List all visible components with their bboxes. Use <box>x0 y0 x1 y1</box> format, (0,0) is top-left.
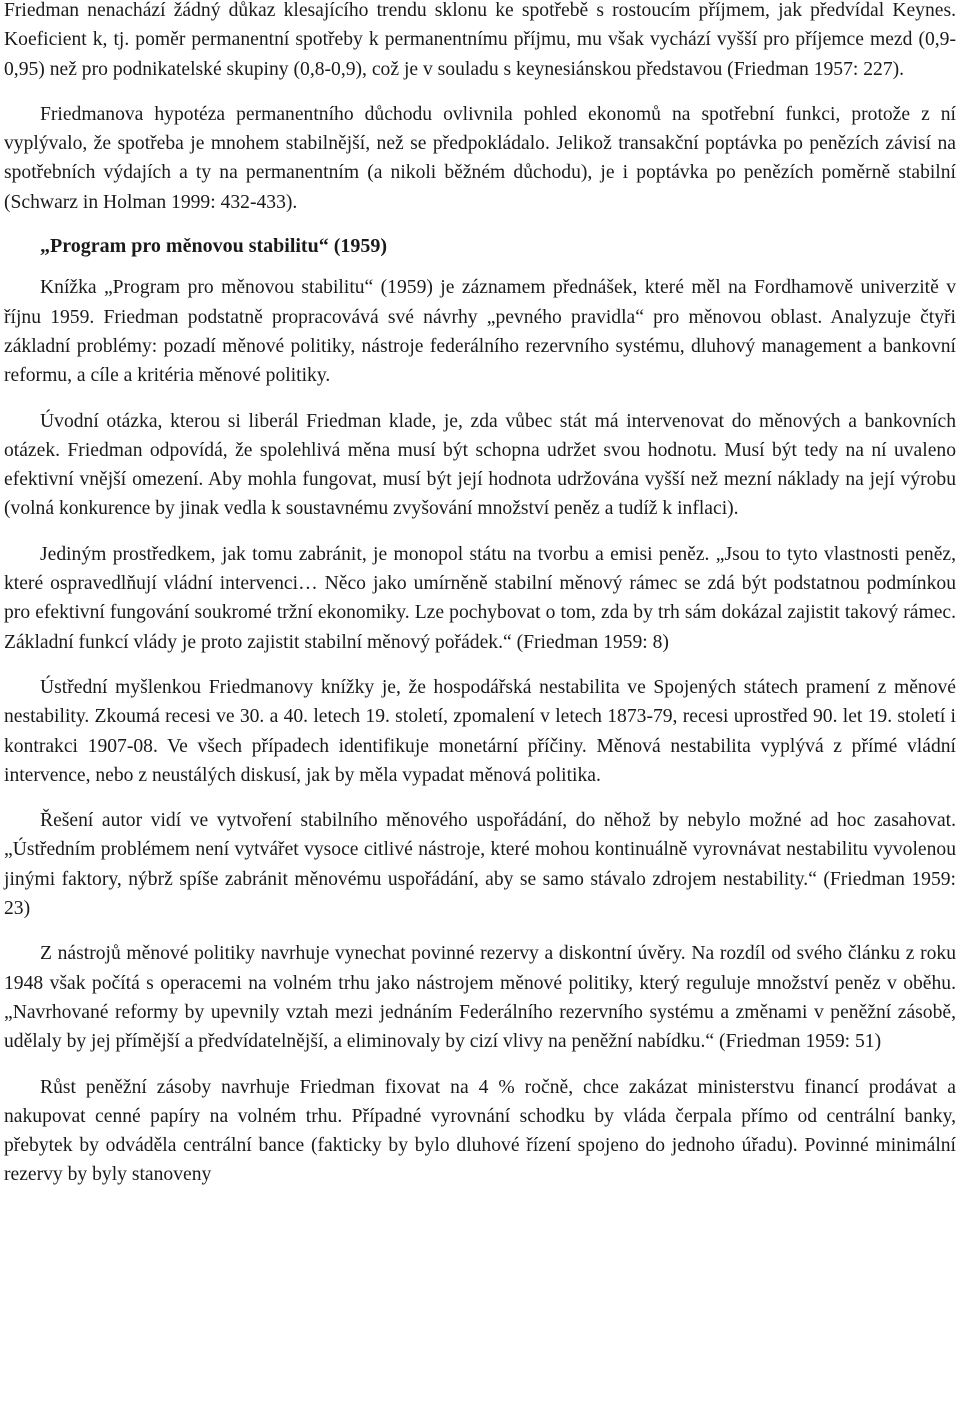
section-heading: „Program pro měnovou stabilitu“ (1959) <box>40 235 388 258</box>
paragraph-intervention-question: Úvodní otázka, kterou si liberál Friedman klade, je, zda vůbec stát má intervenovat do měnových a bankovních otázek. Friedman odpovídá, že spolehlivá měna musí být schopna udržet svou hodnotu. Musí být tedy na ní uvaleno efektivní vnější omezení. Aby mohla fungovat, musí být její hodnota udržována vyšší než mezní náklady na její výrobu (volná konkurence by jinak vedla k soustavnému zvyšování množství peněz a tudíž k inflaci). <box>4 410 956 520</box>
paragraph-central-idea: Ústřední myšlenkou Friedmanovy knížky je, že hospodářská nestabilita ve Spojených státech pramení z měnové nestability. Zkoumá recesi ve 30. a 40. letech 19. století, zpomalení v letech 1873-79, recesi uprostřed 90. let 19. století i kontrakci 1907-08. Ve všech případech identifikuje monetární příčiny. Měnová nestabilita vyplývá z přímé vládní intervence, nebo z neustálých diskusí, jak by měla vypadat měnová politika. <box>4 676 956 786</box>
paragraph-permanent-income-hypothesis: Friedmanova hypotéza permanentního důchodu ovlivnila pohled ekonomů na spotřební funkci, protože z ní vyplývalo, že spotřeba je mnohem stabilnější, než se předpokládalo. Jelikož transakční poptávka po penězích závisí na spotřebních výdajích a ty na permanentním (a nikoli běžném důchodu), je i poptávka po penězích poměrně stabilní (Schwarz in Holman 1999: 432-433). <box>4 103 956 213</box>
paragraph-book-intro: Knížka „Program pro měnovou stabilitu“ (1959) je záznamem přednášek, které měl na Fordhamově univerzitě v říjnu 1959. Friedman podstatně propracovává své návrhy „pevného pravidla“ pro měnovou oblast. Analyzuje čtyři základní problémy: pozadí měnové politiky, nástroje federálního rezervního systému, dluhový management a bankovní reformu, a cíle a kritéria měnové politiky. <box>4 277 956 387</box>
paragraph-policy-tools: Z nástrojů měnové politiky navrhuje vynechat povinné rezervy a diskontní úvěry. Na rozdíl od svého článku z roku 1948 však počítá s operacemi na volném trhu jako nástrojem měnové politiky, který reguluje množství peněz v oběhu. „Navrhované reformy by upevnily vztah mezi jednáním Federálního rezervního systému a změnami v peněžní zásobě, udělaly by jej přímější a předvídatelnější, a eliminovaly by cizí vlivy na peněžní nabídku.“ (Friedman 1959: 51) <box>4 943 956 1053</box>
document-page <box>4 0 956 1190</box>
paragraph-money-growth: Růst peněžní zásoby navrhuje Friedman fixovat na 4 % ročně, chce zakázat ministerstvu financí prodávat a nakupovat cenné papíry na volném trhu. Případné vyrovnání schodku by vláda čerpala přímo od centrální banky, přebytek by odváděla centrální bance (fakticky by bylo dluhové řízení spojeno do jednoho úřadu). Povinné minimální rezervy by byly stanoveny <box>4 1076 956 1186</box>
paragraph-solution: Řešení autor vidí ve vytvoření stabilního měnového uspořádání, do něhož by nebylo možné ad hoc zasahovat. „Ústředním problémem není vytvářet vysoce citlivé nástroje, které mohou kontinuálně vyrovnávat nestabilitu vyvolenou jinými faktory, nýbrž spíše zabránit měnovému uspořádání, aby se samo stávalo zdrojem nestability.“ (Friedman 1959: 23) <box>4 810 956 920</box>
paragraph-consumption-ratio: Friedman nenachází žádný důkaz klesajícího trendu sklonu ke spotřebě s rostoucím příjmem, jak předvídal Keynes. Koeficient k, tj. poměr permanentní spotřeby k permanentnímu příjmu, mu však vychází vyšší pro příjemce mezd (0,9-0,95) než pro podnikatelské skupiny (0,8-0,9), což je v souladu s keynesiánskou představou (Friedman 1957: 227). <box>4 0 956 80</box>
paragraph-state-monopoly: Jediným prostředkem, jak tomu zabránit, je monopol státu na tvorbu a emisi peněz. „Jsou to tyto vlastnosti peněz, které ospravedlňují vládní intervenci… Něco jako umírněně stabilní měnový rámec se zdá být podstatnou podmínkou pro efektivní fungování soukromé tržní ekonomiky. Lze pochybovat o tom, zda by trh sám dokázal zajistit takový rámec. Základní funkcí vlády je proto zajistit stabilní měnový pořádek.“ (Friedman 1959: 8) <box>4 543 956 653</box>
